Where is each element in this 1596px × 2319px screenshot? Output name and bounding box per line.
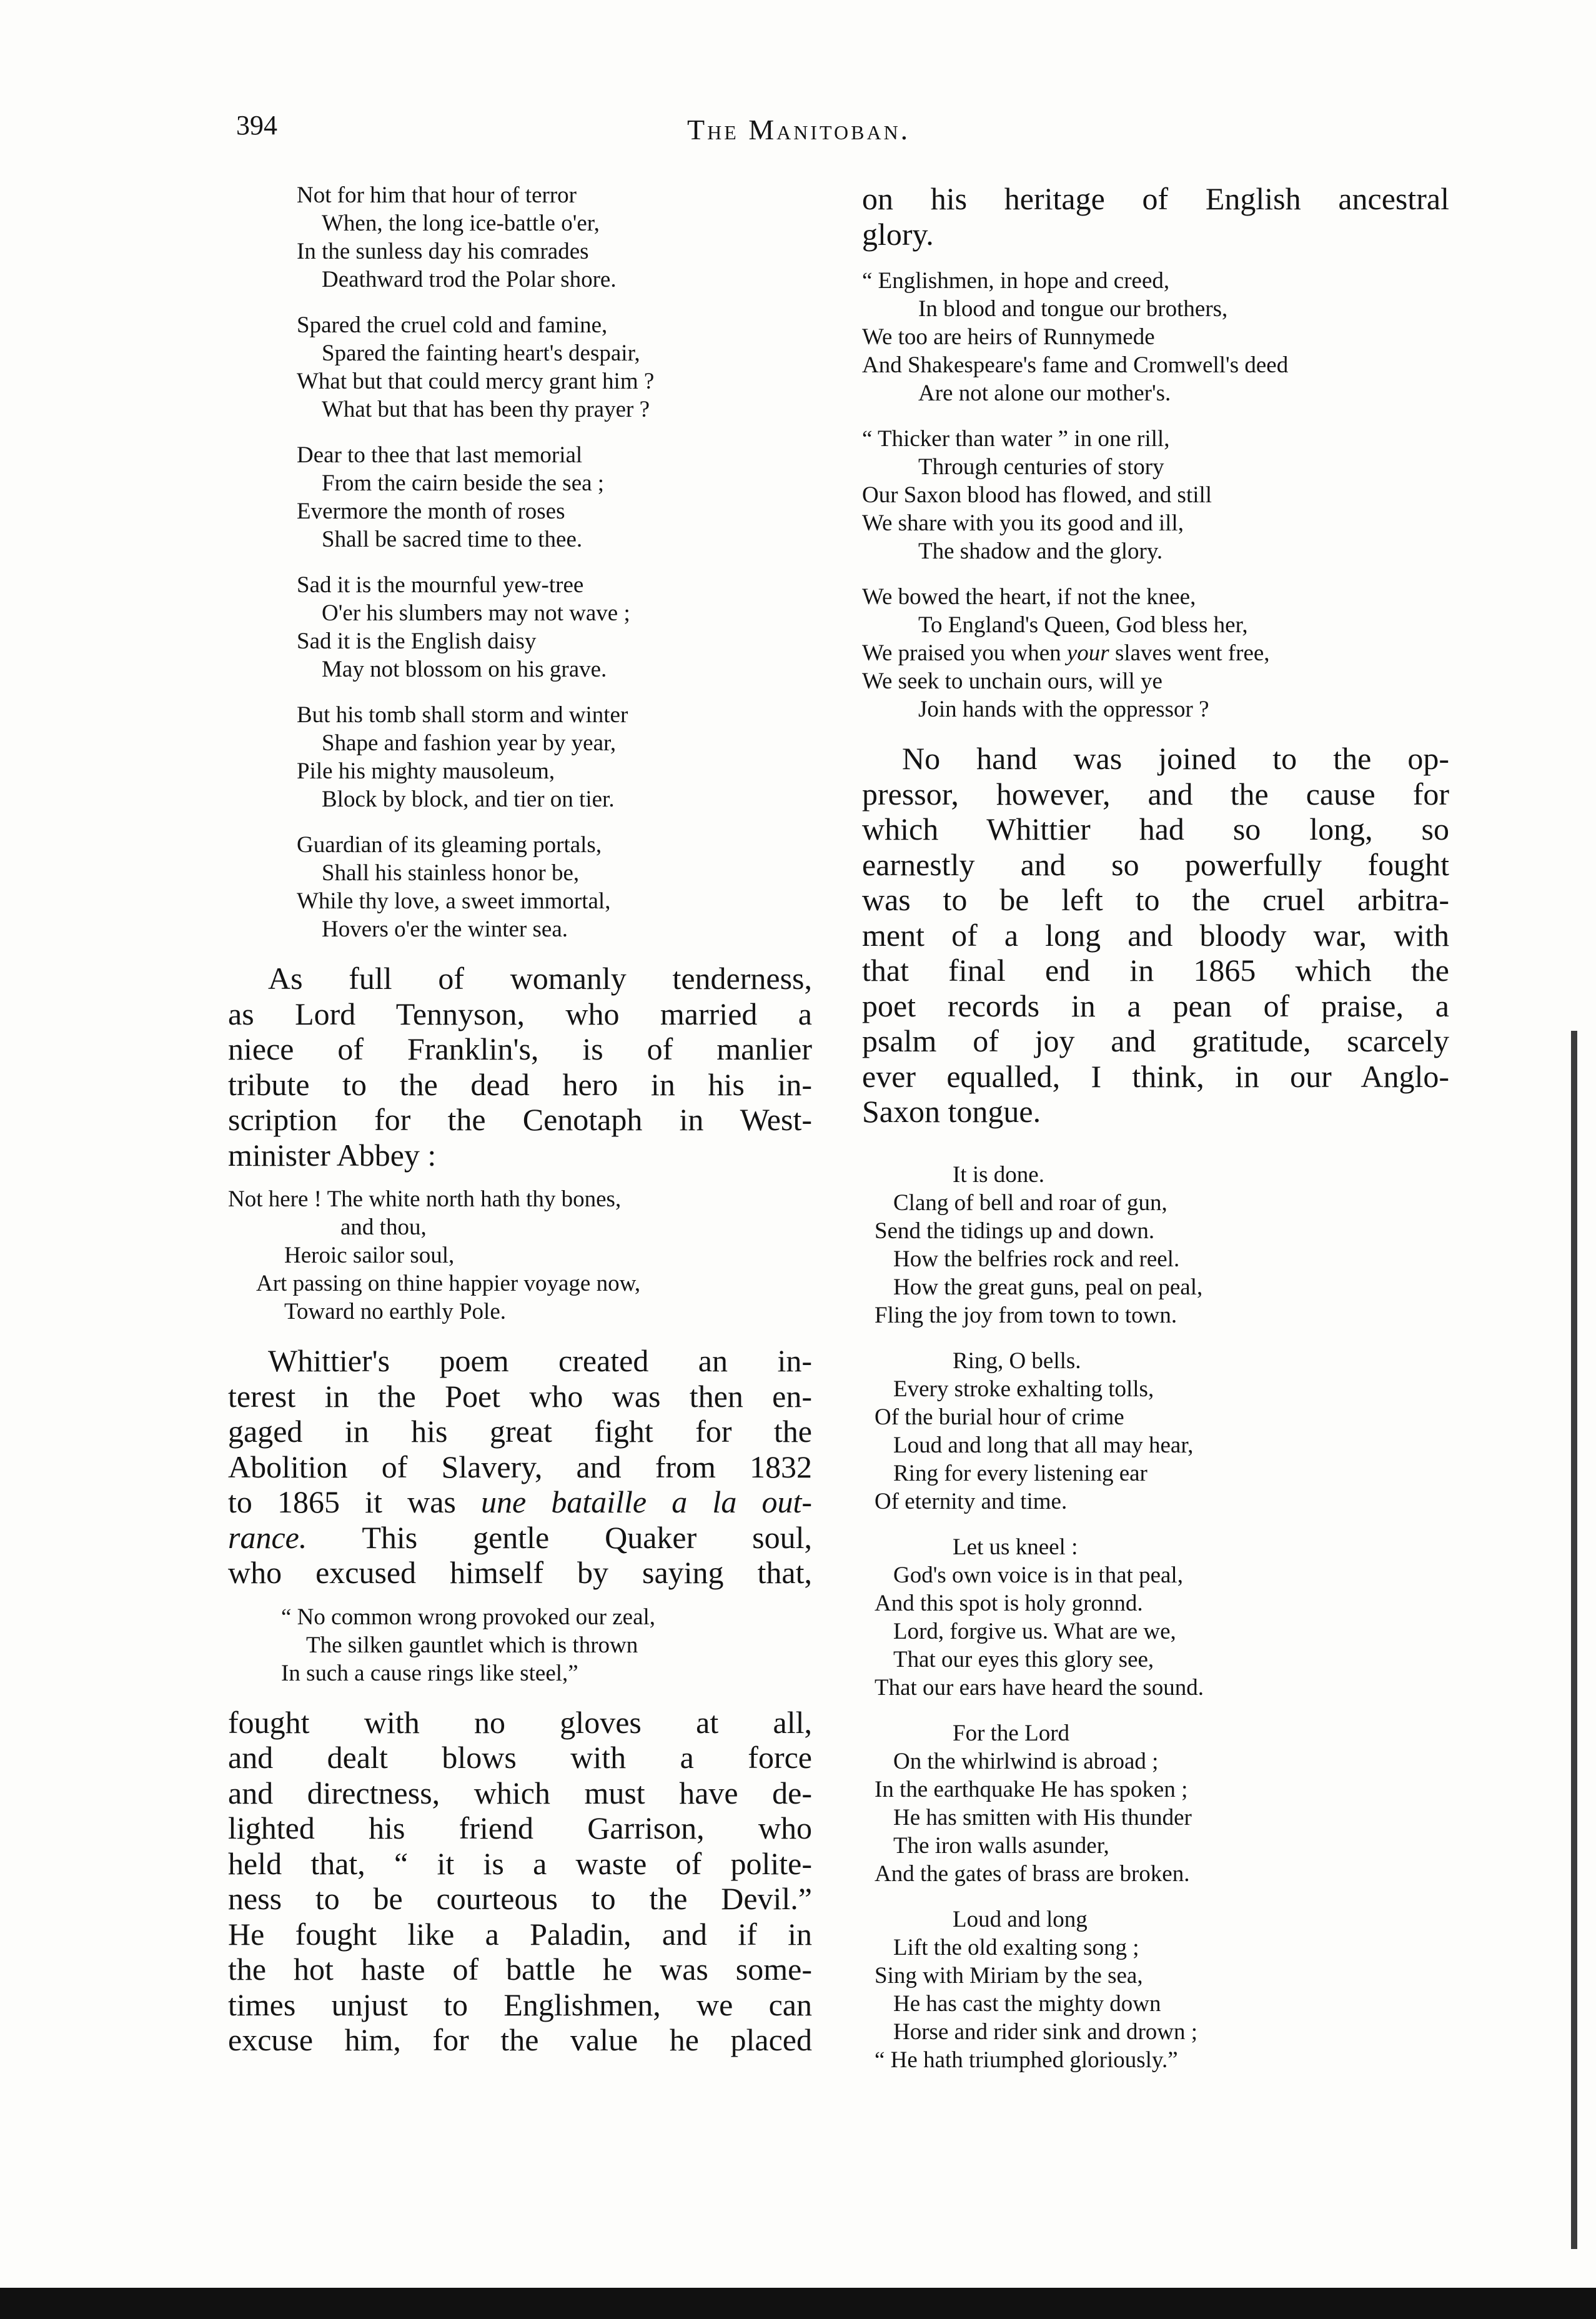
poem-line: The shadow and the glory. — [918, 539, 1163, 564]
tennyson-inscription — [228, 1185, 812, 1326]
poem-line: Heroic sailor soul, — [284, 1243, 455, 1268]
prose-line: earnestly and so powerfully fought — [862, 847, 1449, 882]
prose-line: minister Abbey : — [228, 1137, 437, 1173]
poem-line: Shall his stainless honor be, — [322, 860, 580, 886]
french-phrase: une bataille a la out- — [481, 1484, 813, 1519]
poem-stanza — [228, 311, 812, 424]
poem-line: Pile his mighty mausoleum, — [297, 758, 555, 784]
poem-line: In blood and tongue our brothers, — [918, 296, 1228, 322]
whittier-quote — [228, 1603, 812, 1687]
poem-line: Horse and rider sink and drown ; — [893, 2019, 1198, 2045]
prose-line: as Lord Tennyson, who married a — [228, 996, 812, 1031]
poem-line: Guardian of its gleaming portals, — [297, 832, 602, 858]
poem-line: When, the long ice-battle o'er, — [322, 211, 600, 236]
prose-paragraph — [228, 1343, 812, 1591]
poem-line: Block by block, and tier on tier. — [322, 787, 615, 812]
prose-text: This gentle Quaker soul, — [307, 1519, 812, 1555]
poem-line: Not here ! The white north hath thy bones, — [228, 1186, 622, 1212]
page-header — [0, 109, 1596, 153]
prose-line: Saxon tongue. — [862, 1094, 1041, 1129]
poem-line: Send the tidings up and down. — [875, 1218, 1155, 1244]
poem-line: Loud and long that all may hear, — [893, 1432, 1194, 1458]
prose-line: glory. — [862, 216, 934, 252]
prose-line: ment of a long and bloody war, with — [862, 917, 1449, 953]
poem-stanza — [228, 181, 812, 294]
poem-line: Clang of bell and roar of gun, — [893, 1189, 1167, 1216]
poem-line: Sad it is the mournful yew-tree — [297, 572, 584, 598]
poem-line: “ Englishmen, in hope and creed, — [862, 268, 1170, 294]
poem-line: Sad it is the English daisy — [297, 628, 537, 654]
running-title: The Manitoban. — [687, 114, 911, 146]
poem-line: For the Lord — [953, 1720, 1070, 1746]
poem-line: Art passing on thine happier voyage now, — [256, 1271, 641, 1296]
poem-stanza — [862, 1905, 1449, 2074]
poem-line: Lord, forgive us. What are we, — [893, 1618, 1176, 1644]
poem-line: and thou, — [340, 1214, 427, 1240]
prose-line: ever equalled, I think, in our Anglo- — [862, 1058, 1449, 1094]
poem-stanza — [862, 1719, 1449, 1888]
poem-line: Ring for every listening ear — [893, 1460, 1147, 1486]
scan-bottom-border — [0, 2288, 1596, 2319]
poem-line: And the gates of brass are broken. — [875, 1860, 1190, 1887]
page-edge-shadow — [1571, 1031, 1577, 2249]
poem-line: Our Saxon blood has flowed, and still — [862, 482, 1212, 508]
poem-line: Shape and fashion year by year, — [322, 730, 617, 756]
poem-line: And Shakespeare's fame and Cromwell's deed — [862, 352, 1289, 378]
prose-line: niece of Franklin's, is of manlier — [228, 1031, 812, 1066]
poem-line: Let us kneel : — [953, 1534, 1078, 1560]
poem-line: We share with you its good and ill, — [862, 510, 1184, 536]
poem-line: On the whirlwind is abroad ; — [893, 1748, 1159, 1774]
prose-paragraph — [228, 1705, 812, 2058]
poem-line: Sing with Miriam by the sea, — [875, 1962, 1143, 1989]
emphasis-word: your — [1066, 640, 1109, 666]
poem-line: How the great guns, peal on peal, — [893, 1274, 1203, 1300]
poem-line: The silken gauntlet which is thrown — [306, 1632, 638, 1658]
poem-line: He has smitten with His thunder — [893, 1804, 1192, 1830]
poem-stanza — [228, 701, 812, 813]
poem-line: Are not alone our mother's. — [918, 380, 1171, 406]
poem-text: slaves went free, — [1109, 640, 1270, 666]
poem-line: Of eternity and time. — [875, 1488, 1068, 1514]
poem-line: “ No common wrong provoked our zeal, — [281, 1604, 656, 1630]
poem-line: We seek to unchain ours, will ye — [862, 668, 1162, 694]
prose-line: terest in the Poet who was then en- — [228, 1378, 812, 1414]
prose-line: excuse him, for the value he placed — [228, 2022, 812, 2057]
poem-line: Hovers o'er the winter sea. — [322, 916, 568, 942]
poem-line: Toward no earthly Pole. — [284, 1299, 506, 1324]
poem-line: Every stroke exhalting tolls, — [893, 1376, 1154, 1402]
poem-line: Shall be sacred time to thee. — [322, 527, 583, 552]
prose-line — [228, 1520, 812, 1556]
prose-line: held that, “ it is a waste of polite- — [228, 1845, 812, 1881]
poem-line: “ He hath triumphed gloriously.” — [875, 2047, 1178, 2073]
poem-line: Of the burial hour of crime — [875, 1404, 1124, 1430]
prose-line: tribute to the dead hero in his in- — [228, 1066, 812, 1102]
poem-stanza — [228, 571, 812, 683]
poem-line: The iron walls asunder, — [893, 1832, 1109, 1859]
prose-paragraph — [862, 741, 1449, 1130]
prose-line: Abolition of Slavery, and from 1832 — [228, 1449, 812, 1484]
poem-stanza — [862, 425, 1449, 565]
poem-line: What but that has been thy prayer ? — [322, 397, 650, 422]
prose-line: which Whittier had so long, so — [862, 812, 1449, 847]
prose-line: scription for the Cenotaph in West- — [228, 1102, 812, 1137]
poem-line: Deathward trod the Polar shore. — [322, 267, 617, 292]
prose-line: Whittier's poem created an in- — [268, 1343, 812, 1378]
poem-stanza — [862, 1347, 1449, 1516]
poem-line: Loud and long — [953, 1906, 1088, 1932]
poem-stanza — [862, 267, 1449, 407]
prose-line — [228, 1484, 812, 1520]
poem-line: But his tomb shall storm and winter — [297, 702, 628, 728]
prose-line: No hand was joined to the op- — [902, 741, 1449, 776]
page-number: 394 — [236, 110, 277, 141]
poem-stanza — [862, 1533, 1449, 1702]
poem-line: And this spot is holy gronnd. — [875, 1590, 1143, 1616]
poem-line: What but that could mercy grant him ? — [297, 369, 655, 394]
poem-line: Not for him that hour of terror — [297, 182, 577, 208]
poem-line: That our ears have heard the sound. — [875, 1674, 1204, 1701]
right-column — [862, 181, 1449, 2092]
poem-line: He has cast the mighty down — [893, 1990, 1161, 2017]
left-column — [228, 181, 812, 2070]
poem-line: “ Thicker than water ” in one rill, — [862, 426, 1170, 452]
poem-line: Dear to thee that last memorial — [297, 442, 583, 468]
poem-stanza — [862, 583, 1449, 723]
prose-line: fought with no gloves at all, — [228, 1704, 812, 1740]
poem-line: Fling the joy from town to town. — [875, 1302, 1177, 1328]
prose-paragraph — [228, 961, 812, 1173]
prose-line: and dealt blows with a force — [228, 1740, 812, 1775]
poem-line: Lift the old exalting song ; — [893, 1934, 1139, 1960]
poem-line: We bowed the heart, if not the knee, — [862, 584, 1196, 610]
poem-line: May not blossom on his grave. — [322, 657, 607, 682]
prose-line: was to be left to the cruel arbitra- — [862, 882, 1449, 917]
poem-line: O'er his slumbers may not wave ; — [322, 600, 630, 626]
prose-line: and directness, which must have de- — [228, 1775, 812, 1810]
poem-line: To England's Queen, God bless her, — [918, 612, 1248, 638]
poem-line — [862, 639, 1449, 667]
french-phrase: rance. — [228, 1519, 307, 1555]
poem-stanza — [862, 1161, 1449, 1329]
poem-line: Through centuries of story — [918, 454, 1164, 480]
poem-line: Spared the fainting heart's despair, — [322, 340, 640, 366]
prose-line: who excused himself by saying that, — [228, 1555, 812, 1590]
prose-text: to 1865 it was — [228, 1484, 482, 1519]
poem-line: Spared the cruel cold and famine, — [297, 312, 608, 338]
prose-line: He fought like a Paladin, and if in — [228, 1916, 812, 1952]
poem-line: God's own voice is in that peal, — [893, 1562, 1183, 1588]
poem-text: We praised you when — [862, 640, 1067, 666]
poem-line: That our eyes this glory see, — [893, 1646, 1154, 1672]
poem-line: Join hands with the oppressor ? — [918, 697, 1209, 722]
poem-line: How the belfries rock and reel. — [893, 1246, 1180, 1272]
prose-line: poet records in a pean of praise, a — [862, 988, 1449, 1023]
prose-line: As full of womanly tenderness, — [268, 961, 812, 996]
prose-line: pressor, however, and the cause for — [862, 776, 1449, 812]
poem-line: Evermore the month of roses — [297, 499, 565, 524]
prose-line: ness to be courteous to the Devil.” — [228, 1881, 812, 1916]
poem-line: It is done. — [953, 1161, 1044, 1188]
prose-line: lighted his friend Garrison, who — [228, 1810, 812, 1845]
poem-stanza — [228, 441, 812, 554]
poem-line: In the earthquake He has spoken ; — [875, 1776, 1188, 1802]
prose-line: times unjust to Englishmen, we can — [228, 1987, 812, 2022]
prose-line: psalm of joy and gratitude, scarcely — [862, 1023, 1449, 1058]
poem-line: We too are heirs of Runnymede — [862, 324, 1155, 350]
prose-line: the hot haste of battle he was some- — [228, 1952, 812, 1987]
poem-line: Ring, O bells. — [953, 1348, 1081, 1374]
poem-line: In the sunless day his comrades — [297, 239, 589, 264]
poem-line: While thy love, a sweet immortal, — [297, 888, 611, 914]
poem-stanza — [228, 831, 812, 943]
prose-line: that final end in 1865 which the — [862, 953, 1449, 988]
poem-line: From the cairn beside the sea ; — [322, 470, 605, 496]
poem-line: In such a cause rings like steel,” — [281, 1660, 578, 1686]
prose-line: gaged in his great fight for the — [228, 1414, 812, 1449]
prose-paragraph — [862, 181, 1449, 252]
prose-line: on his heritage of English ancestral — [862, 181, 1449, 216]
